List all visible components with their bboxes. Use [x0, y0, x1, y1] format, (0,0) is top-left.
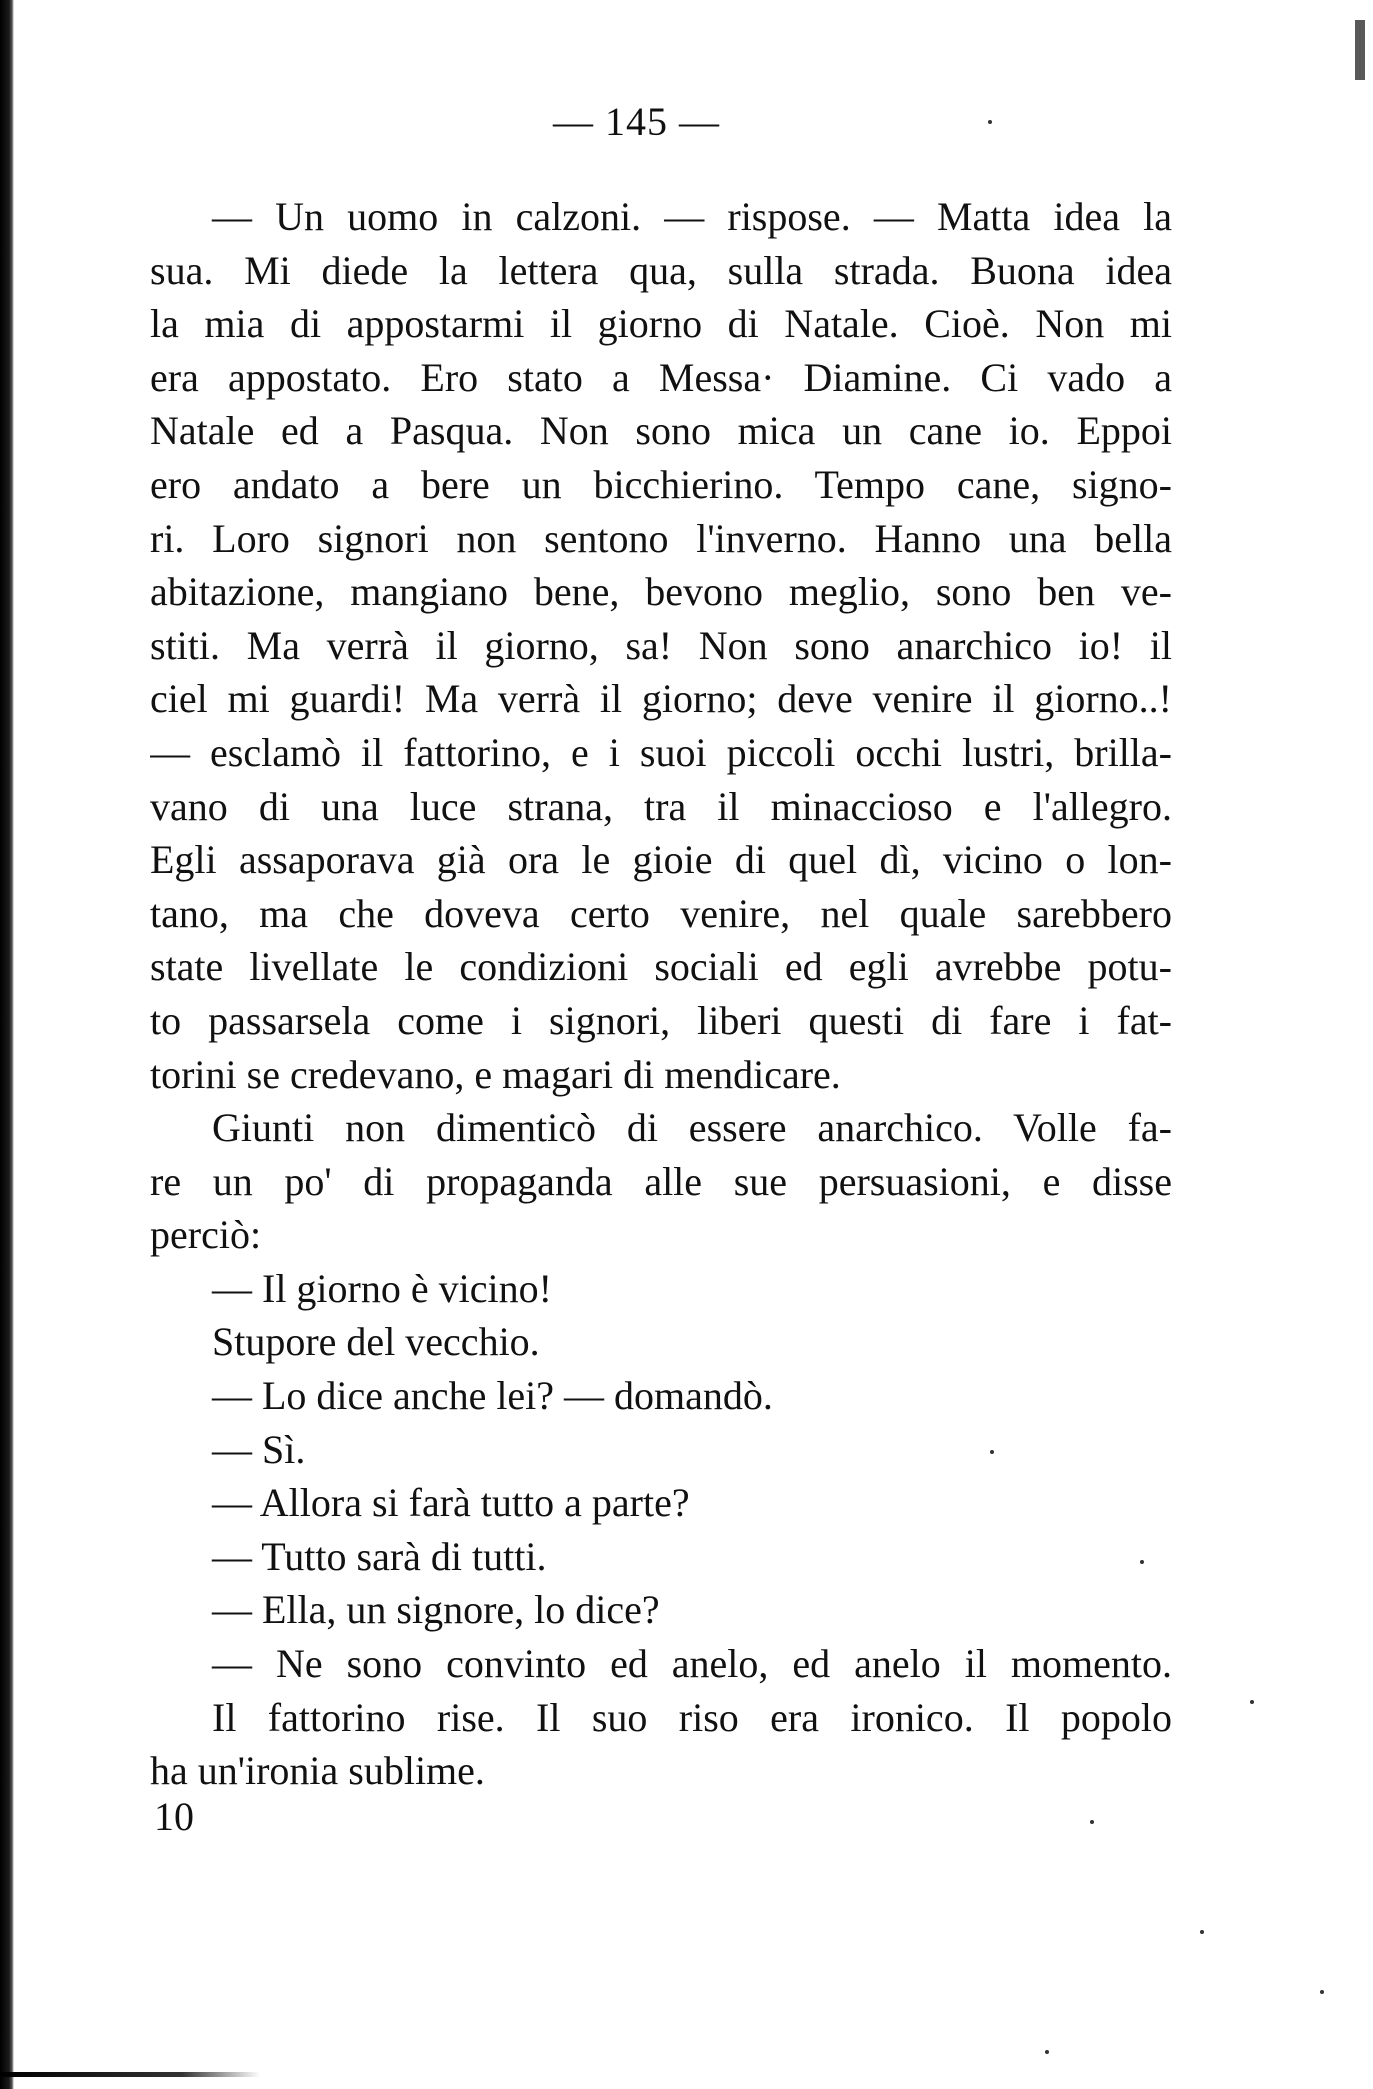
text-line: torini se credevano, e magari di mendicare. [150, 1051, 841, 1097]
text-line: Il fattorino rise. Il suo riso era ironico. Il popolo [212, 1694, 1172, 1740]
text-line: ha un'ironia sublime. [150, 1748, 485, 1794]
scan-speck [1090, 1820, 1094, 1824]
text-line: abitazione, mangiano bene, bevono meglio, sono ben ve- [150, 569, 1172, 615]
binding-edge [0, 0, 14, 2089]
text-line: perciò: [150, 1212, 262, 1258]
text-line: — Ella, un signore, lo dice? [212, 1587, 660, 1633]
text-line: Stupore del vecchio. [212, 1319, 540, 1365]
text-line: Natale ed a Pasqua. Non sono mica un cane io. Eppoi [150, 408, 1172, 454]
text-line: — Lo dice anche lei? — domandò. [212, 1373, 773, 1419]
text-line: to passarsela come i signori, liberi questi di fare i fat- [150, 997, 1172, 1043]
signature-mark: 10 [154, 1794, 194, 1839]
text-line: ero andato a bere un bicchierino. Tempo cane, signo- [150, 461, 1172, 507]
scan-speck [1320, 1990, 1324, 1994]
page-number [0, 98, 1373, 145]
text-line: — Tutto sarà di tutti. [212, 1533, 547, 1579]
text-line: — Il giorno è vicino! [212, 1265, 552, 1311]
text-line: la mia di appostarmi il giorno di Natale. Cioè. Non mi [150, 301, 1172, 347]
scan-speck [1250, 1700, 1254, 1704]
text-line: tano, ma che doveva certo venire, nel quale sarebbero [150, 890, 1172, 936]
text-line: — Sì. [212, 1426, 306, 1472]
text-line: — Un uomo in calzoni. — rispose. — Matta idea la [212, 194, 1172, 239]
text-line: ri. Loro signori non sentono l'inverno. Hanno una bella [150, 515, 1172, 561]
text-line: state livellate le condizioni sociali ed egli avrebbe potu- [150, 944, 1172, 990]
text-line: era appostato. Ero stato a Messa· Diamine. Ci vado a [150, 354, 1172, 400]
scan-speck [1045, 2050, 1049, 2054]
text-line: Giunti non dimenticò di essere anarchico. Volle fa- [212, 1105, 1172, 1151]
text-line: vano di una luce strana, tra il minaccioso e l'allegro. [150, 783, 1172, 829]
page-number-text: — 145 — [553, 99, 720, 144]
scan-speck [1200, 1930, 1204, 1934]
text-line: Egli assaporava già ora le gioie di quel dì, vicino o lon- [150, 837, 1172, 883]
text-line: — Allora si farà tutto a parte? [212, 1480, 690, 1526]
text-line: sua. Mi diede la lettera qua, sulla strada. Buona idea [150, 247, 1172, 293]
scan-corner-mark [1355, 20, 1365, 80]
text-line: stiti. Ma verrà il giorno, sa! Non sono anarchico io! il [150, 622, 1172, 668]
page-bottom-edge [0, 2072, 260, 2077]
text-line: — Ne sono convinto ed anelo, ed anelo il momento. [212, 1641, 1172, 1687]
text-line: re un po' di propaganda alle sue persuasioni, e disse [150, 1158, 1172, 1204]
body-text [150, 190, 1172, 1798]
text-line: — esclamò il fattorino, e i suoi piccoli occhi lustri, brilla- [150, 729, 1172, 775]
text-line: ciel mi guardi! Ma verrà il giorno; deve venire il giorno..! [150, 676, 1172, 722]
